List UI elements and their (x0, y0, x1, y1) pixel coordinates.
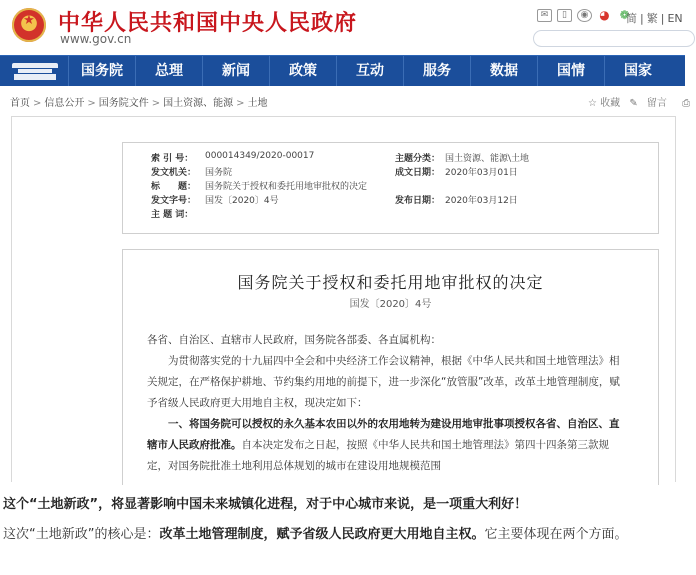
meta-index-label: 索 引 号： (151, 154, 194, 164)
mobile-icon[interactable]: ▯ (557, 9, 572, 22)
document-addressee: 各省、自治区、直辖市人民政府，国务院各部委、各直属机构： (147, 334, 441, 346)
meta-docno-label: 发文字号： (151, 196, 197, 206)
meta-pubdate-value: 2020年03月12日 (445, 196, 518, 206)
document-paragraph-1: 为贯彻落实党的十九届四中全会和中央经济工作会议精神，根据《中华人民共和国土地管理法》相关规定，在严格保护耕地、节约集约用地的前提下，进一步深化“放管服”改革，改革土地管理制度，赋予省级人民政府更大用地自主权，现决定如下： (147, 355, 620, 409)
breadcrumb-separator: > (87, 98, 96, 109)
nav-item-service[interactable]: 服务 (403, 56, 470, 86)
breadcrumb-info-public[interactable]: 信息公开 (44, 98, 85, 109)
article-lead: 这个“土地新政”，将显著影响中国未来城镇化进程，对于中心城市来说，是一项重大利好！ (3, 497, 528, 512)
nav-item-nation[interactable]: 国家 (604, 56, 671, 86)
meta-index-value: 000014349/2020-00017 (205, 151, 315, 161)
national-emblem-icon[interactable] (12, 8, 46, 42)
document-paragraph-2-text: 自本决定发布之日起，按照《中华人民共和国土地管理法》第四十四条第三款规定，对国务院批准土地利用总体规划的城市在建设用地规模范围 (147, 439, 609, 472)
meta-pubdate-label: 发布日期： (395, 196, 441, 206)
breadcrumb-home[interactable]: 首页 (10, 98, 30, 109)
breadcrumb-state-council-docs[interactable]: 国务院文件 (98, 98, 149, 109)
meta-docno-value: 国发〔2020〕4号 (205, 196, 279, 206)
site-url[interactable]: www.gov.cn (60, 32, 132, 46)
document-frame (11, 116, 676, 482)
top-icon-bar (537, 9, 632, 22)
meta-topic-value[interactable]: 国土资源、能源\土地 (445, 154, 530, 164)
page-tools (588, 94, 696, 109)
wechat-icon[interactable]: ❁ (619, 8, 630, 22)
breadcrumb-land-energy[interactable]: 国土资源、能源 (163, 98, 234, 109)
comment-button[interactable]: ✎ 留言 (629, 98, 667, 109)
meta-keywords-label: 主 题 词： (151, 210, 194, 220)
meta-topic-label: 主题分类： (395, 154, 441, 164)
nav-item-national-info[interactable]: 国情 (537, 56, 604, 86)
meta-title-value: 国务院关于授权和委托用地审批权的决定 (205, 182, 368, 192)
comment-icon: ✎ (629, 98, 641, 109)
document-title: 国务院关于授权和委托用地审批权的决定 (237, 273, 544, 292)
lang-separator: | (660, 12, 665, 25)
meta-date-label: 成文日期： (395, 168, 441, 178)
favorite-button[interactable]: ☆ 收藏 (588, 98, 621, 109)
lang-simplified[interactable]: 简 (626, 12, 637, 25)
breadcrumb-land[interactable]: 土地 (247, 98, 268, 109)
meta-title-label: 标 题： (151, 182, 197, 192)
article-paragraph (3, 520, 683, 549)
site-title[interactable]: 中华人民共和国中央人民政府 (58, 11, 358, 36)
nav-item-policy[interactable]: 政策 (269, 56, 336, 86)
print-icon[interactable]: ⎙ (682, 98, 691, 109)
language-switcher (626, 10, 686, 26)
breadcrumb (10, 94, 268, 109)
nav-item-interaction[interactable]: 互动 (336, 56, 403, 86)
article-paragraph-prefix: 这次“土地新政”的核心是： (3, 527, 160, 542)
article-paragraph-highlight: 改革土地管理制度，赋予省级人民政府更大用地自主权。 (159, 527, 485, 542)
breadcrumb-separator: > (151, 98, 161, 109)
lang-separator: | (640, 12, 644, 25)
weibo-icon[interactable]: ◕ (599, 8, 610, 22)
meta-issuer-value: 国务院 (205, 168, 233, 178)
document-body (122, 249, 659, 485)
document-number: 国发〔2020〕4号 (349, 299, 432, 310)
lang-traditional[interactable]: 繁 (646, 12, 658, 25)
home-gate-icon[interactable] (6, 59, 64, 83)
nav-item-data[interactable]: 数据 (470, 56, 537, 86)
main-nav (0, 55, 685, 86)
document-paragraph-2 (147, 414, 625, 477)
rss-icon[interactable]: ◉ (577, 9, 592, 22)
document-meta-table (122, 142, 659, 234)
mail-icon[interactable]: ✉ (537, 9, 552, 22)
meta-date-value: 2020年03月01日 (445, 168, 518, 178)
document-paragraph-2-bold: 一、将国务院可以授权的永久基本农田以外的农用地转为建设用地审批事项授权各省、自治区、直辖市人民政府批准。 (147, 418, 620, 451)
nav-item-premier[interactable]: 总理 (135, 56, 202, 86)
lang-english[interactable]: EN (667, 12, 683, 25)
article-paragraph-suffix: 它主要体现在两个方面。 (484, 527, 628, 542)
breadcrumb-separator: > (236, 98, 245, 109)
nav-item-state-council[interactable]: 国务院 (68, 56, 135, 86)
meta-issuer-label: 发文机关： (151, 168, 197, 178)
nav-item-news[interactable]: 新闻 (202, 56, 269, 86)
breadcrumb-separator: > (33, 98, 42, 109)
search-input[interactable] (533, 30, 695, 47)
